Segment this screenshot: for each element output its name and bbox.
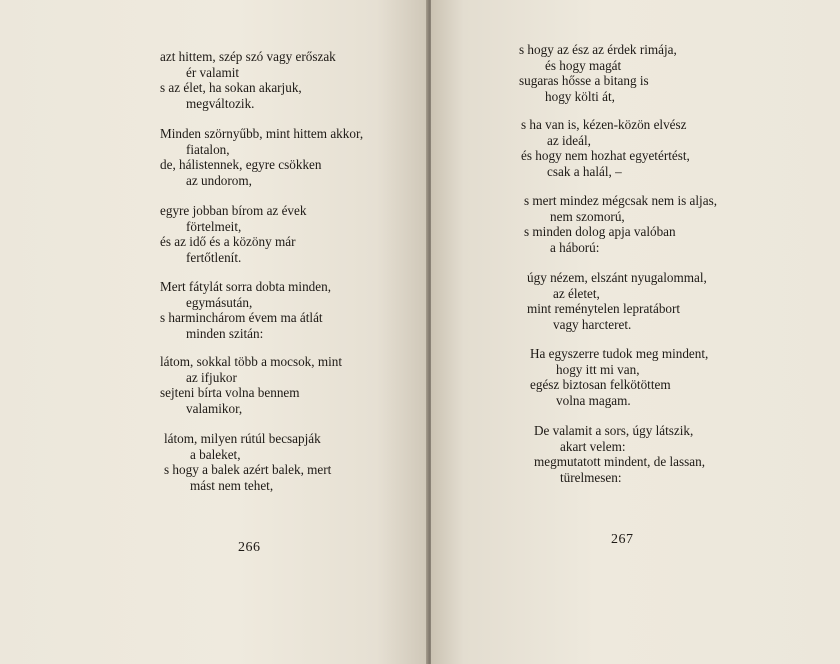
verse-line: s az élet, ha sokan akarjuk, xyxy=(160,80,302,96)
verse-line: ér valamit xyxy=(186,64,240,80)
verse-line: hogy költi át, xyxy=(545,88,615,104)
verse-line: minden szitán: xyxy=(186,325,264,341)
verse-line: s mert mindez mégcsak nem is aljas, xyxy=(524,193,717,208)
verse-line: és hogy magát xyxy=(545,57,622,73)
verse-line: türelmesen: xyxy=(560,469,622,485)
verse-line: egész biztosan felkötöttem xyxy=(530,377,671,393)
stanza xyxy=(160,203,306,265)
verse-line: De valamit a sors, úgy látszik, xyxy=(534,423,694,438)
verse-line: sugaras hősse a bitang is xyxy=(519,73,649,89)
verse-line: nem szomorú, xyxy=(550,208,625,224)
page-number: 266 xyxy=(238,540,261,555)
verse-line: de, hálistennek, egyre csökken xyxy=(160,157,322,173)
verse-line: egymásután, xyxy=(186,294,253,310)
stanza xyxy=(534,423,705,485)
verse-line: Mert fátylát sorra dobta minden, xyxy=(160,279,332,294)
verse-line: Minden szörnyűbb, mint hittem akkor, xyxy=(160,126,364,141)
verse-line: az undorom, xyxy=(186,172,252,188)
verse-line: csak a halál, – xyxy=(547,163,622,179)
right-page xyxy=(431,0,840,664)
stanza xyxy=(521,117,690,179)
stanza xyxy=(527,270,707,332)
stanza xyxy=(160,49,336,111)
verse-line: a háború: xyxy=(550,239,600,255)
verse-line: úgy nézem, elszánt nyugalommal, xyxy=(527,270,707,285)
verse-line: és az idő és a közöny már xyxy=(160,234,296,250)
verse-line: s ha van is, kézen-közön elvész xyxy=(521,117,687,132)
verse-line: mint reménytelen lepratábort xyxy=(527,301,681,317)
verse-line: s minden dolog apja valóban xyxy=(524,224,676,240)
verse-line: megváltozik. xyxy=(186,95,255,111)
stanza xyxy=(519,42,677,104)
verse-line: az ideál, xyxy=(547,132,591,148)
verse-line: megmutatott mindent, de lassan, xyxy=(534,454,706,470)
verse-line: az életet, xyxy=(553,285,600,301)
verse-line: látom, milyen rútúl becsapják xyxy=(164,431,321,446)
verse-line: fertőtlenít. xyxy=(186,249,242,265)
verse-line: sejteni bírta volna bennem xyxy=(160,385,300,401)
verse-line: az ifjukor xyxy=(186,369,237,385)
verse-line: a baleket, xyxy=(190,446,241,462)
verse-line: volna magam. xyxy=(556,392,631,408)
verse-line: azt hittem, szép szó vagy erőszak xyxy=(160,49,336,64)
verse-line: vagy harcteret. xyxy=(553,316,632,332)
stanza xyxy=(160,279,331,341)
verse-line: valamikor, xyxy=(186,400,243,416)
verse-line: förtelmeit, xyxy=(186,218,242,234)
stanza xyxy=(524,193,717,255)
verse-line: egyre jobban bírom az évek xyxy=(160,203,307,218)
page-number: 267 xyxy=(611,532,634,547)
stanza xyxy=(160,354,342,416)
verse-line: akart velem: xyxy=(560,438,626,454)
verse-line: látom, sokkal több a mocsok, mint xyxy=(160,354,343,369)
stanza xyxy=(160,126,363,188)
stanza xyxy=(164,431,331,493)
verse-line: s hogy az ész az érdek rimája, xyxy=(519,42,677,57)
verse-line: s hogy a balek azért balek, mert xyxy=(164,462,332,478)
verse-line: fiatalon, xyxy=(186,141,230,157)
verse-line: Ha egyszerre tudok meg mindent, xyxy=(530,346,709,361)
stanza xyxy=(530,346,708,408)
verse-line: s harminchárom évem ma átlát xyxy=(160,310,323,326)
verse-line: és hogy nem hozhat egyetértést, xyxy=(521,148,690,164)
verse-line: mást nem tehet, xyxy=(190,477,274,493)
verse-line: hogy itt mi van, xyxy=(556,361,640,377)
